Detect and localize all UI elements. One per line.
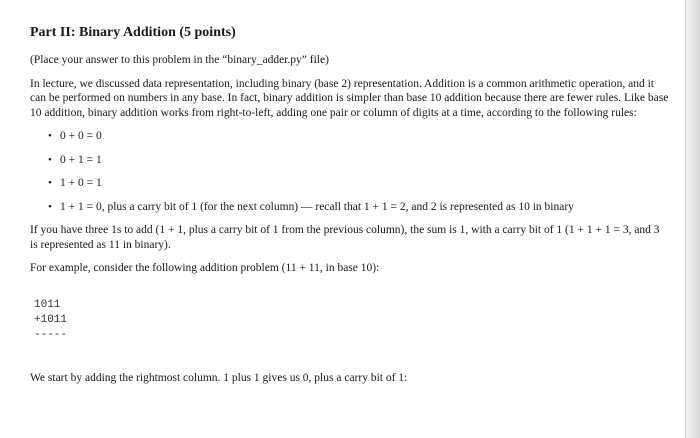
code-block bbox=[34, 298, 670, 343]
example-intro: For example, consider the following addition problem (11 + 11, in base 10): bbox=[30, 262, 380, 274]
bullet-icon: • bbox=[48, 200, 52, 213]
rule-item bbox=[48, 176, 670, 191]
rule-text: 0 + 1 = 1 bbox=[60, 153, 102, 166]
code-line: ----- bbox=[34, 328, 68, 341]
bullet-icon: • bbox=[48, 130, 52, 142]
rule-text: 1 + 0 = 1 bbox=[60, 177, 102, 189]
placement-note: (Place your answer to this problem in the “binary_adder.py” file) bbox=[30, 54, 329, 66]
code-line: +1011 bbox=[34, 313, 68, 326]
rule-text: 0 + 0 = 0 bbox=[60, 130, 102, 142]
start-paragraph: We start by adding the rightmost column. 1 plus 1 gives us 0, plus a carry bit of 1: bbox=[30, 371, 408, 384]
rule-item bbox=[48, 153, 670, 168]
code-line: 1011 bbox=[34, 298, 61, 311]
intro-paragraph: In lecture, we discussed data representation, including binary (base 2) representation. Addition is a common arithmetic operation, and it can be performed on numbers in any base. In fact, binary addition is simpler than base 10 addition because there are fewer rules. Like base 10 addition, binary addition works from right-to-left, adding one pair or column of digits at a time, according to the following rules: bbox=[30, 77, 669, 119]
bullet-icon: • bbox=[48, 153, 52, 166]
viewer-edge bbox=[685, 0, 700, 438]
rules-list bbox=[30, 129, 670, 214]
rule-text: 1 + 1 = 0, plus a carry bit of 1 (for the next column) — recall that 1 + 1 = 2, and 2 is represented as 10 in binary bbox=[60, 200, 574, 213]
rule-item bbox=[48, 129, 670, 144]
bullet-icon: • bbox=[48, 177, 52, 189]
document-content bbox=[30, 24, 670, 394]
section-heading: Part II: Binary Addition (5 points) bbox=[30, 25, 236, 40]
three-ones-paragraph: If you have three 1s to add (1 + 1, plus a carry bit of 1 from the previous column), the sum is 1, with a carry bit of 1 (1 + 1 + 1 = 3, and 3 is represented as 11 in binary). bbox=[30, 224, 660, 251]
rule-item bbox=[48, 200, 670, 215]
